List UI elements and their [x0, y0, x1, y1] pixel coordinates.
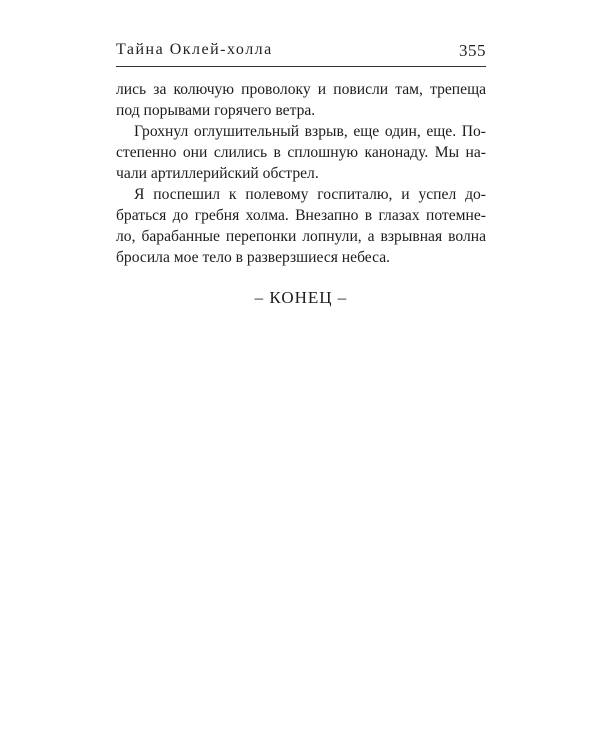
text-line: ло, барабанные перепонки лопнули, а взрывная волна — [116, 228, 486, 245]
text-line: под порывами горячего ветра. — [116, 102, 316, 119]
header-rule — [116, 66, 486, 67]
page-number: 355 — [459, 41, 486, 60]
text-line: браться до гребня холма. Внезапно в глазах потемне- — [116, 207, 486, 224]
paragraph-1 — [116, 79, 486, 121]
text-line: бросила мое тело в разверзшиеся небеса. — [116, 249, 391, 266]
text-line: чали артиллерийский обстрел. — [116, 165, 319, 182]
text-line: степенно они слились в сплошную канонаду. Мы на- — [116, 144, 486, 161]
running-title: Тайна Оклей-холла — [116, 41, 273, 58]
text-line: Грохнул оглушительный взрыв, еще один, еще. По- — [134, 123, 486, 140]
the-end-mark: – КОНЕЦ – — [254, 288, 348, 307]
paragraph-2 — [116, 121, 486, 184]
text-line: лись за колючую проволоку и повисли там, трепеща — [116, 81, 486, 98]
text-line: Я поспешил к полевому госпиталю, и успел до- — [134, 186, 486, 203]
running-header — [116, 37, 486, 63]
paragraph-3 — [116, 184, 486, 268]
body-text — [116, 79, 486, 268]
